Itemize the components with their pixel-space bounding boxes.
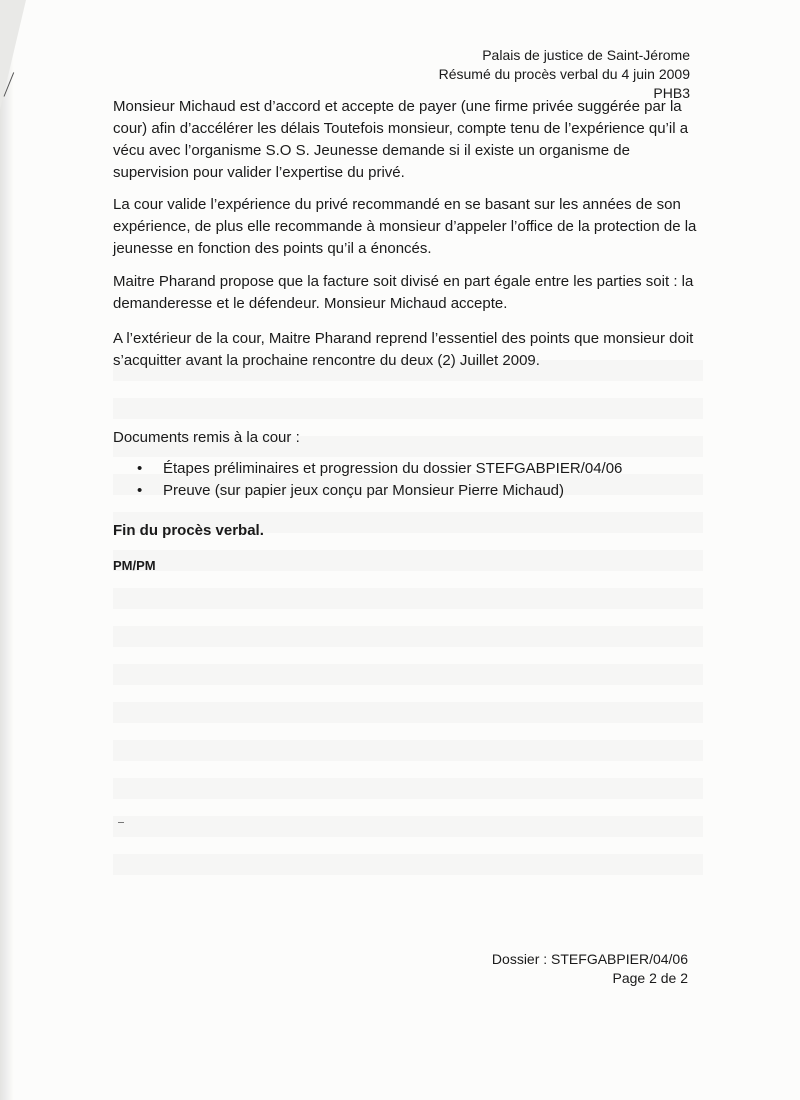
scan-edge-shadow bbox=[0, 0, 14, 1100]
list-item bbox=[137, 458, 622, 480]
documents-heading: Documents remis à la cour : bbox=[113, 429, 300, 446]
paragraph-payment-agreement: Monsieur Michaud est d’accord et accepte de payer (une firme privée suggérée par la cour) afin d’accélérer les délais Toutefois monsieur, compte tenu de l’expérience qu’il a vécu avec l’organisme S.O S. Jeunesse demande si il existe un organisme de supervision pour valider l’expertise du privé. bbox=[113, 98, 689, 181]
bullet-icon: • bbox=[137, 482, 143, 499]
bullet-icon: • bbox=[137, 460, 143, 477]
header-reference-code: PHB3 bbox=[653, 85, 690, 101]
document-footer bbox=[492, 950, 688, 988]
author-initials: PM/PM bbox=[113, 558, 156, 573]
documents-list bbox=[137, 458, 622, 502]
document-item-label: Preuve (sur papier jeux conçu par Monsieur Pierre Michaud) bbox=[163, 482, 565, 499]
paragraph-court-validation: La cour valide l’expérience du privé recommandé en se basant sur les années de son expérience, de plus elle recommande à monsieur d’appeler l’office de la protection de la jeunesse en fonction des points qu’il a énoncés. bbox=[113, 196, 697, 257]
paragraph-next-meeting: A l’extérieur de la cour, Maitre Pharand reprend l’essentiel des points que monsieur doit s’acquitter avant la prochaine rencontre du deux (2) Juillet 2009. bbox=[113, 330, 694, 369]
footer-dossier-number: Dossier : STEFGABPIER/04/06 bbox=[491, 951, 688, 967]
header-summary-title: Résumé du procès verbal du 4 juin 2009 bbox=[438, 66, 690, 82]
header-court-name: Palais de justice de Saint-Jérome bbox=[482, 47, 690, 63]
footer-page-number: Page 2 de 2 bbox=[612, 970, 688, 986]
list-item bbox=[137, 480, 622, 502]
stray-mark bbox=[118, 822, 124, 823]
document-item-label: Étapes préliminaires et progression du dossier STEFGABPIER/04/06 bbox=[163, 460, 623, 477]
paragraph-invoice-split: Maitre Pharand propose que la facture soit divisé en part égale entre les parties soit : la demanderesse et le défendeur. Monsieur Michaud accepte. bbox=[113, 273, 694, 312]
document-header bbox=[439, 46, 690, 103]
end-of-minutes: Fin du procès verbal. bbox=[113, 522, 264, 539]
